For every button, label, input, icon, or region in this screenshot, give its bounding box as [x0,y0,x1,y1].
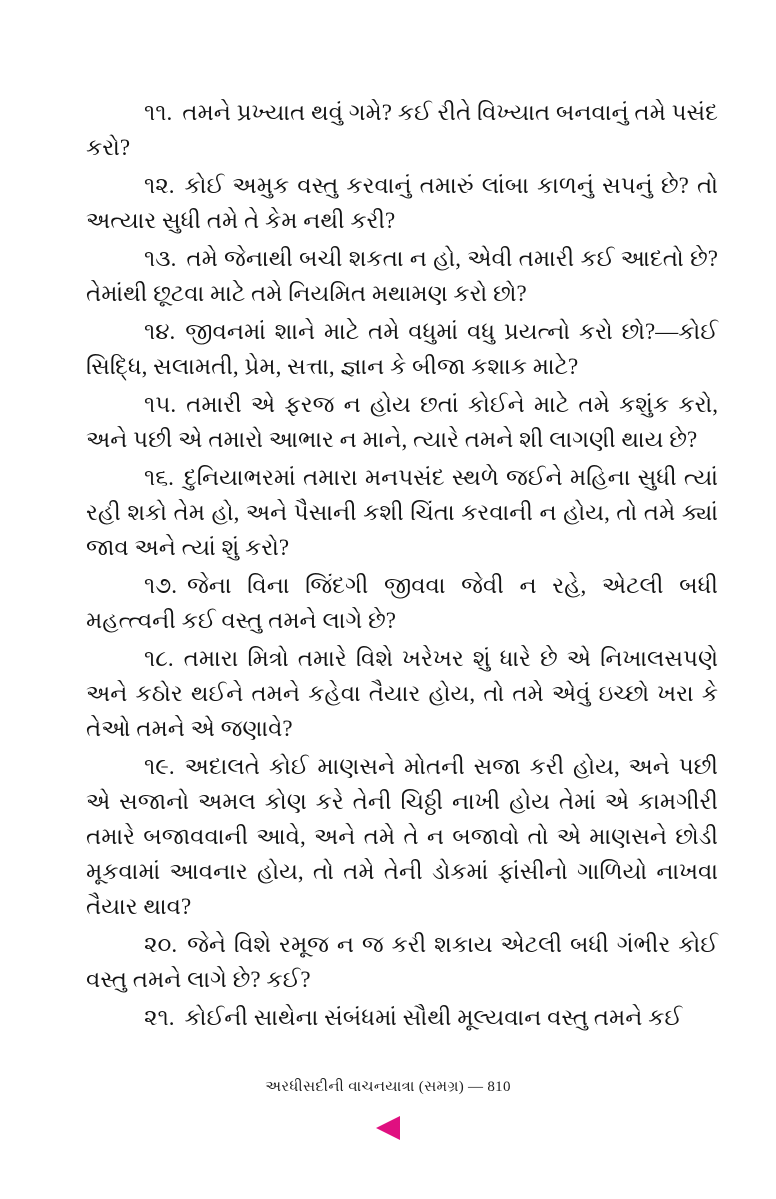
question-item [86,168,718,238]
question-number: ૧૪. [144,319,176,344]
question-text: જેને વિશે રમૂજ ન જ કરી શકાય એટલી બધી ગંભીર કોઈ વસ્તુ તમને લાગે છે? કઈ? [86,932,718,992]
question-number: ૧૯. [144,754,175,779]
question-number: ૧૧. [144,100,173,125]
question-item [86,927,718,997]
question-text: તમને પ્રખ્યાત થવું ગમે? કઈ રીતે વિખ્યાત બનવાનું તમે પસંદ કરો? [86,100,719,160]
question-text: તમે જેનાથી બચી શકતા ન હો, એવી તમારી કઈ આદતો છે? તેમાંથી છૂટવા માટે તમે નિયમિત મથામણ કરો છો? [86,246,718,306]
question-list [86,95,718,1038]
question-text: કોઈની સાથેના સંબંધમાં સૌથી મૂલ્યવાન વસ્તુ તમને કઈ [184,1005,683,1030]
question-item [86,460,718,565]
question-number: ૨૦. [144,932,178,957]
question-item [86,314,718,384]
page-footer [0,1078,776,1096]
question-number: ૧૬. [144,465,174,490]
question-item [86,387,718,457]
question-number: ૧૭. [144,573,178,598]
question-item [86,241,718,311]
previous-page-arrow-icon[interactable] [376,1116,400,1140]
question-item [86,95,718,165]
question-item [86,749,718,924]
question-number: ૧૨. [144,173,175,198]
question-text: તમારી એ ફરજ ન હોય છતાં કોઈને માટે તમે કશુંક કરો, અને પછી એ તમારો આભાર ન માને, ત્યારે તમને શી લાગણી થાય છે? [86,392,718,452]
question-number: ૧૩. [144,246,177,271]
footer-book-title-and-page: અરધીસદીની વાચનયાત્રા (સમગ્ર) — 810 [265,1079,511,1095]
question-text: અદાલતે કોઈ માણસને મોતની સજા કરી હોય, અને પછી એ સજાનો અમલ કોણ કરે તેની ચિઠ્ઠી નાખી હોય તેમાં એ કામગીરી તમારે બજાવવાની આવે, અને તમે તે ન બજાવો તો એ માણસને છોડી મૂકવામાં આવનાર હોય, તો તમે તેની ડોકમાં ફાંસીનો ગાળિયો નાખવા તૈયાર થાવ? [86,754,718,919]
question-text: જીવનમાં શાને માટે તમે વધુમાં વધુ પ્રયત્નો કરો છો?—કોઈ સિદ્ધિ, સલામતી, પ્રેમ, સત્તા, જ્ઞાન કે બીજા કશાક માટે? [86,319,718,379]
question-text: જેના વિના જિંદગી જીવવા જેવી ન રહે, એટલી બધી મહત્ત્વની કઈ વસ્તુ તમને લાગે છે? [86,573,718,633]
question-text: કોઈ અમુક વસ્તુ કરવાનું તમારું લાંબા કાળનું સપનું છે? તો અત્યાર સુધી તમે તે કેમ નથી કરી? [86,173,718,233]
question-text: તમારા મિત્રો તમારે વિશે ખરેખર શું ધારે છે એ નિખાલસપણે અને કઠોર થઈને તમને કહેવા તૈયાર હોય, તો તમે એવું ઇચ્છો ખરા કે તેઓ તમને એ જણાવે? [86,646,718,741]
question-number: ૧૮. [144,646,174,671]
page-navigation [0,1116,776,1140]
question-item [86,568,718,638]
question-number: ૨૧. [144,1005,175,1030]
question-item [86,641,718,746]
question-number: ૧૫. [144,392,177,417]
question-item [86,1000,718,1035]
question-text: દુનિયાભરમાં તમારા મનપસંદ સ્થળે જઈને મહિના સુધી ત્યાં રહી શકો તેમ હો, અને પૈસાની કશી ચિંતા કરવાની ન હોય, તો તમે ક્યાં જાવ અને ત્યાં શું કરો? [86,465,718,560]
